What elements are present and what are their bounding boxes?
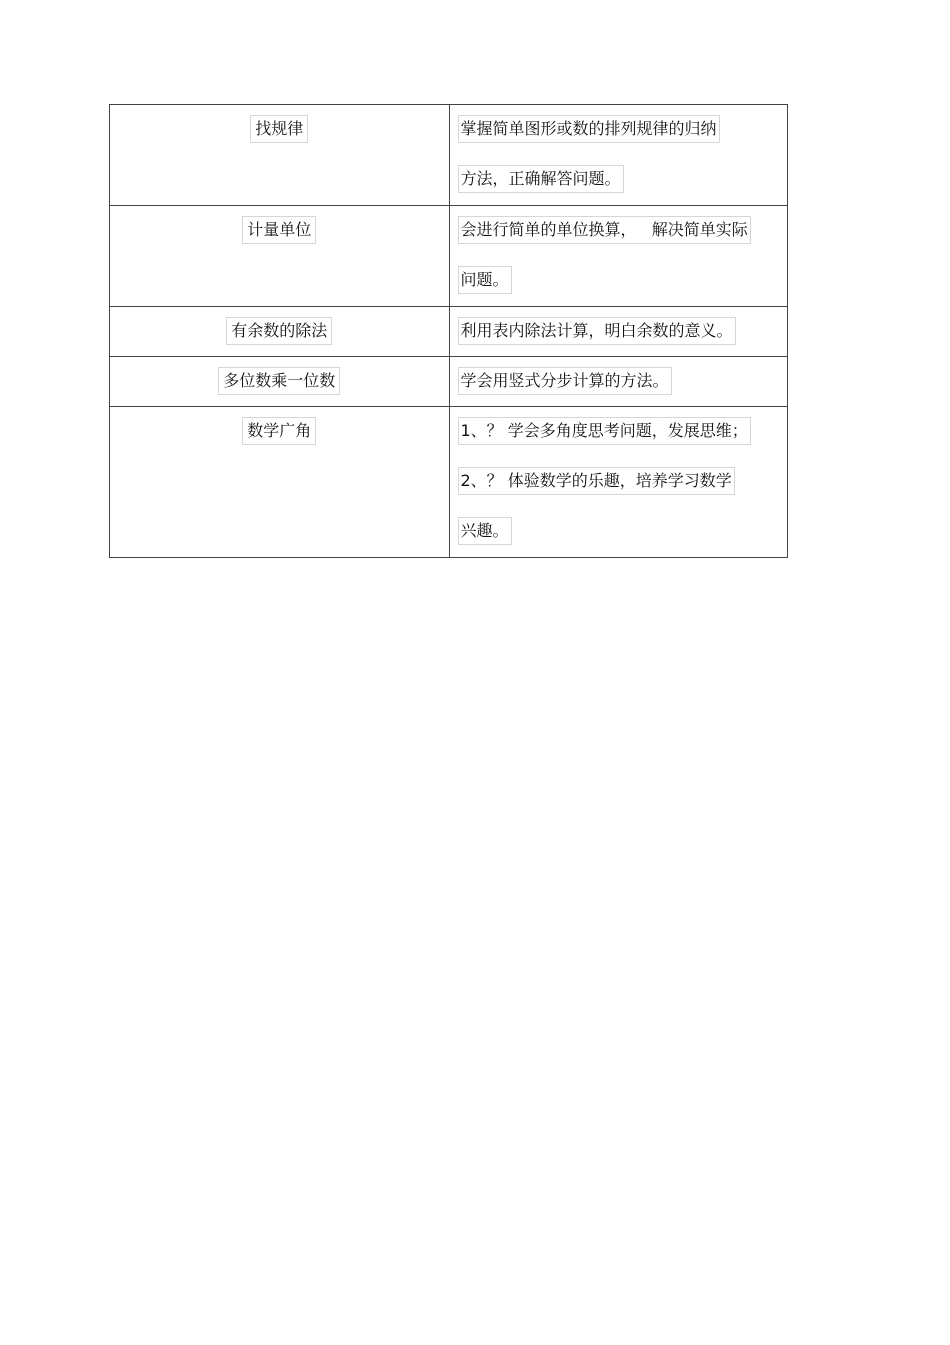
goal-text: 利用表内除法计算，明白余数的意义。 — [458, 317, 736, 345]
goal-text: 会进行简单的单位换算， 解决简单实际 — [458, 216, 751, 244]
goal-cell — [449, 105, 788, 206]
topic-label: 有余数的除法 — [226, 317, 332, 345]
curriculum-table — [109, 104, 788, 558]
topic-label: 找规律 — [250, 115, 308, 143]
goal-text: 学会用竖式分步计算的方法。 — [458, 367, 672, 395]
topic-label: 数学广角 — [242, 417, 316, 445]
goal-text: 掌握简单图形或数的排列规律的归纳 — [458, 115, 720, 143]
table-row — [110, 307, 788, 357]
goal-cell — [449, 206, 788, 307]
goal-text: 2、？ 体验数学的乐趣，培养学习数学 — [458, 467, 735, 495]
topic-cell — [110, 307, 450, 357]
topic-cell — [110, 357, 450, 407]
table-row — [110, 206, 788, 307]
goal-cell — [449, 307, 788, 357]
topic-label: 计量单位 — [242, 216, 316, 244]
table-row — [110, 357, 788, 407]
goal-text: 问题。 — [458, 266, 512, 294]
goal-cell — [449, 407, 788, 558]
table-row — [110, 407, 788, 558]
topic-cell — [110, 105, 450, 206]
topic-cell — [110, 407, 450, 558]
table-row — [110, 105, 788, 206]
goal-text: 1、？ 学会多角度思考问题，发展思维； — [458, 417, 751, 445]
topic-cell — [110, 206, 450, 307]
goal-text: 兴趣。 — [458, 517, 512, 545]
topic-label: 多位数乘一位数 — [218, 367, 340, 395]
goal-text: 方法，正确解答问题。 — [458, 165, 624, 193]
goal-cell — [449, 357, 788, 407]
